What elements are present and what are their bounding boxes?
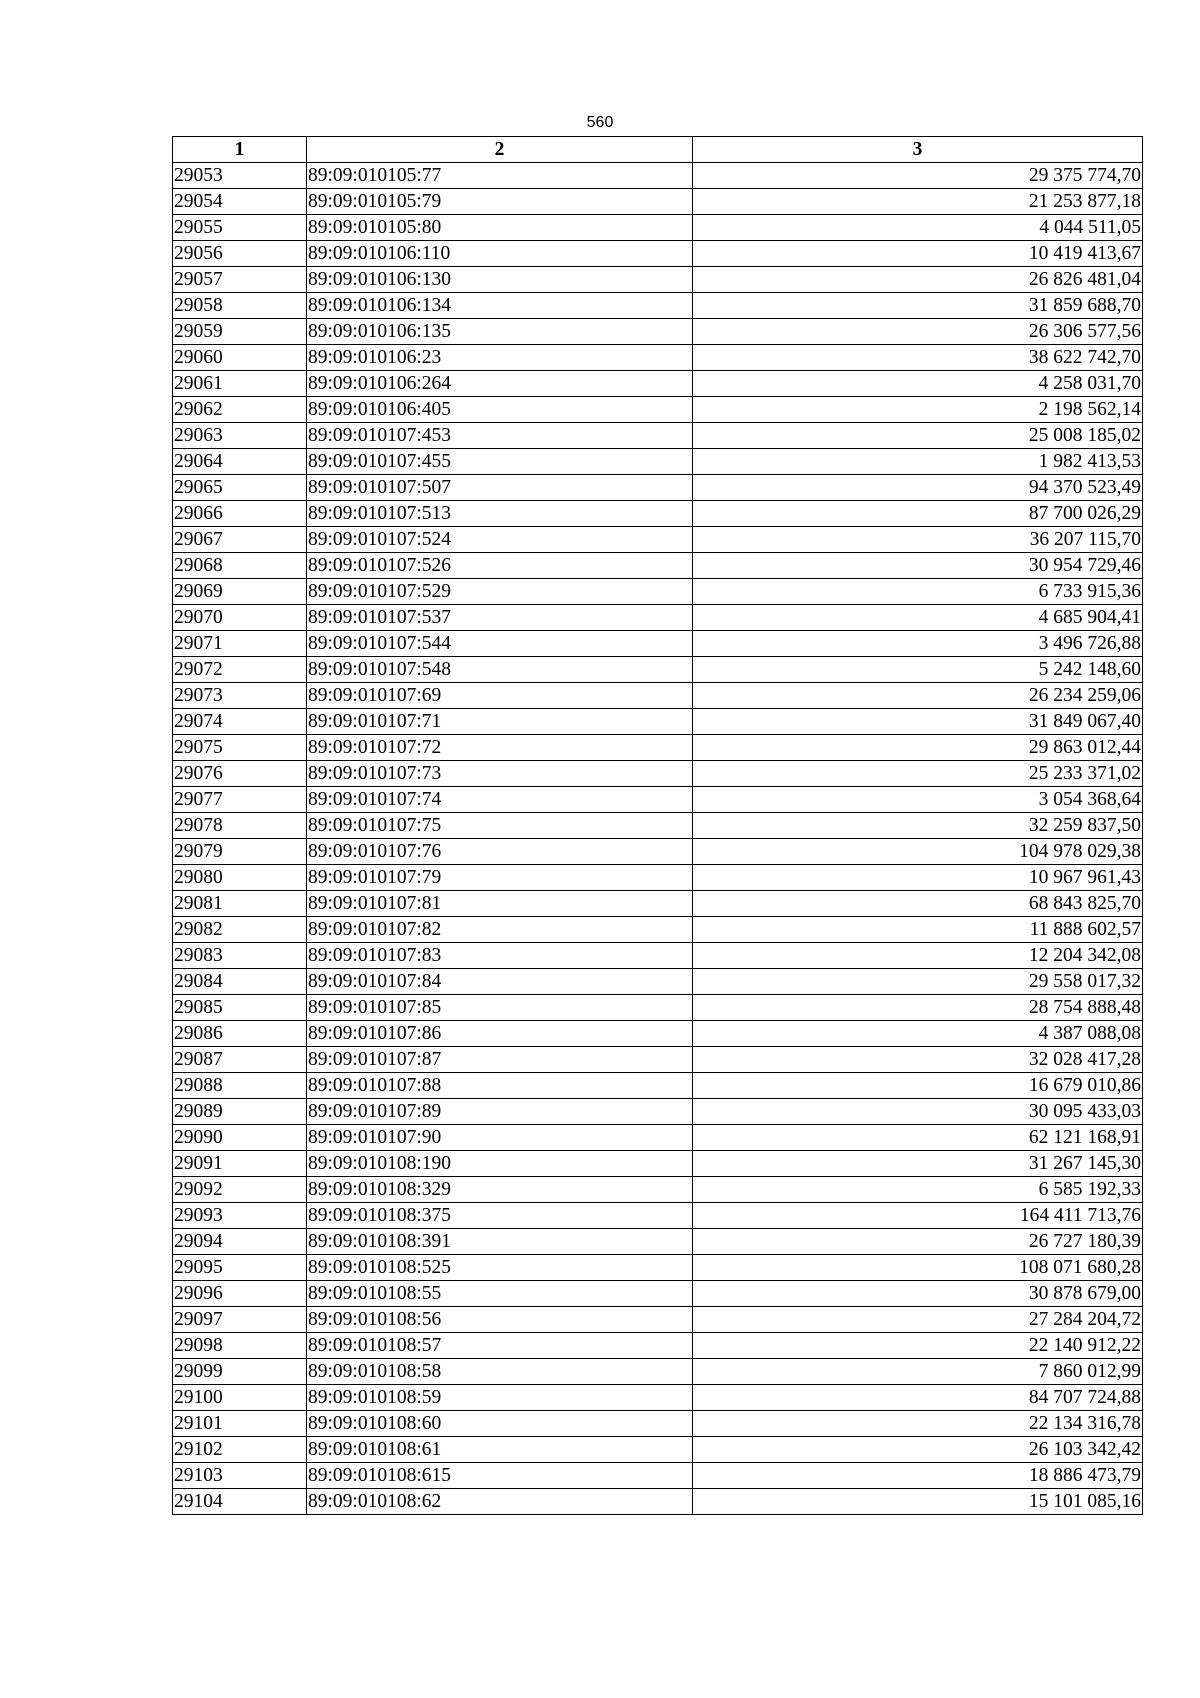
cadastral-value-cell: 30 095 433,03 [693,1099,1143,1125]
cadastral-value-cell: 29 375 774,70 [693,163,1143,189]
table-row [173,345,1143,371]
cadastral-value-cell: 15 101 085,16 [693,1489,1143,1515]
row-number-cell: 29097 [173,1307,307,1333]
cadastral-number-cell: 89:09:010108:525 [307,1255,693,1281]
table-row [173,1437,1143,1463]
cadastral-number-cell: 89:09:010108:57 [307,1333,693,1359]
row-number-cell: 29095 [173,1255,307,1281]
cadastral-number-cell: 89:09:010107:76 [307,839,693,865]
cadastral-number-cell: 89:09:010107:72 [307,735,693,761]
table-row [173,1229,1143,1255]
cadastral-number-cell: 89:09:010106:110 [307,241,693,267]
row-number-cell: 29056 [173,241,307,267]
cadastral-value-cell: 104 978 029,38 [693,839,1143,865]
cadastral-number-cell: 89:09:010107:83 [307,943,693,969]
row-number-cell: 29067 [173,527,307,553]
cadastral-number-cell: 89:09:010106:130 [307,267,693,293]
table-row [173,1099,1143,1125]
cadastral-value-cell: 31 849 067,40 [693,709,1143,735]
cadastral-value-cell: 29 863 012,44 [693,735,1143,761]
cadastral-value-cell: 21 253 877,18 [693,189,1143,215]
row-number-cell: 29084 [173,969,307,995]
cadastral-value-cell: 31 859 688,70 [693,293,1143,319]
table-row [173,943,1143,969]
table-row [173,1125,1143,1151]
table-row [173,423,1143,449]
table-row [173,1151,1143,1177]
row-number-cell: 29065 [173,475,307,501]
cadastral-number-cell: 89:09:010106:134 [307,293,693,319]
row-number-cell: 29093 [173,1203,307,1229]
cadastral-value-cell: 1 982 413,53 [693,449,1143,475]
table-row [173,709,1143,735]
cadastral-value-cell: 18 886 473,79 [693,1463,1143,1489]
cadastral-number-cell: 89:09:010107:73 [307,761,693,787]
cadastral-value-cell: 5 242 148,60 [693,657,1143,683]
row-number-cell: 29054 [173,189,307,215]
row-number-cell: 29103 [173,1463,307,1489]
cadastral-value-cell: 22 134 316,78 [693,1411,1143,1437]
cadastral-value-cell: 94 370 523,49 [693,475,1143,501]
table-row [173,293,1143,319]
cadastral-number-cell: 89:09:010107:90 [307,1125,693,1151]
row-number-cell: 29071 [173,631,307,657]
row-number-cell: 29092 [173,1177,307,1203]
cadastral-number-cell: 89:09:010107:85 [307,995,693,1021]
cadastral-number-cell: 89:09:010107:82 [307,917,693,943]
cadastral-value-cell: 62 121 168,91 [693,1125,1143,1151]
row-number-cell: 29085 [173,995,307,1021]
cadastral-value-cell: 12 204 342,08 [693,943,1143,969]
row-number-cell: 29070 [173,605,307,631]
table-row [173,891,1143,917]
cadastral-value-cell: 26 234 259,06 [693,683,1143,709]
table-row [173,1021,1143,1047]
cadastral-value-cell: 32 028 417,28 [693,1047,1143,1073]
cadastral-number-cell: 89:09:010108:56 [307,1307,693,1333]
row-number-cell: 29076 [173,761,307,787]
cadastral-number-cell: 89:09:010108:329 [307,1177,693,1203]
row-number-cell: 29090 [173,1125,307,1151]
row-number-cell: 29102 [173,1437,307,1463]
row-number-cell: 29057 [173,267,307,293]
table-row [173,1333,1143,1359]
table-row [173,917,1143,943]
row-number-cell: 29060 [173,345,307,371]
cadastral-number-cell: 89:09:010106:23 [307,345,693,371]
cadastral-number-cell: 89:09:010107:84 [307,969,693,995]
cadastral-number-cell: 89:09:010108:375 [307,1203,693,1229]
row-number-cell: 29094 [173,1229,307,1255]
cadastral-number-cell: 89:09:010106:264 [307,371,693,397]
cadastral-number-cell: 89:09:010107:453 [307,423,693,449]
cadastral-number-cell: 89:09:010108:62 [307,1489,693,1515]
table-row [173,1073,1143,1099]
row-number-cell: 29081 [173,891,307,917]
cadastral-value-cell: 68 843 825,70 [693,891,1143,917]
row-number-cell: 29059 [173,319,307,345]
table-row [173,683,1143,709]
cadastral-value-cell: 10 967 961,43 [693,865,1143,891]
cadastral-value-cell: 11 888 602,57 [693,917,1143,943]
cadastral-value-cell: 26 727 180,39 [693,1229,1143,1255]
table-row [173,1255,1143,1281]
table-row [173,735,1143,761]
cadastral-number-cell: 89:09:010107:69 [307,683,693,709]
cadastral-number-cell: 89:09:010106:405 [307,397,693,423]
row-number-cell: 29062 [173,397,307,423]
table-row [173,657,1143,683]
table-row [173,1307,1143,1333]
table-row [173,501,1143,527]
column-header-number: 1 [173,137,307,163]
cadastral-value-cell: 7 860 012,99 [693,1359,1143,1385]
cadastral-value-cell: 25 008 185,02 [693,423,1143,449]
table-row [173,267,1143,293]
table-row [173,449,1143,475]
row-number-cell: 29074 [173,709,307,735]
table-row [173,1411,1143,1437]
cadastral-value-cell: 32 259 837,50 [693,813,1143,839]
cadastral-value-cell: 2 198 562,14 [693,397,1143,423]
table-row [173,1203,1143,1229]
cadastral-number-cell: 89:09:010108:55 [307,1281,693,1307]
table-row [173,1489,1143,1515]
cadastral-value-table [172,136,1143,1515]
cadastral-number-cell: 89:09:010108:391 [307,1229,693,1255]
cadastral-number-cell: 89:09:010107:87 [307,1047,693,1073]
table-header-row [173,137,1143,163]
cadastral-number-cell: 89:09:010107:455 [307,449,693,475]
cadastral-value-cell: 38 622 742,70 [693,345,1143,371]
cadastral-value-cell: 10 419 413,67 [693,241,1143,267]
cadastral-value-cell: 28 754 888,48 [693,995,1143,1021]
table-body [173,163,1143,1515]
cadastral-number-cell: 89:09:010107:86 [307,1021,693,1047]
cadastral-value-cell: 30 954 729,46 [693,553,1143,579]
cadastral-number-cell: 89:09:010107:544 [307,631,693,657]
cadastral-number-cell: 89:09:010107:71 [307,709,693,735]
cadastral-number-cell: 89:09:010107:524 [307,527,693,553]
cadastral-value-cell: 30 878 679,00 [693,1281,1143,1307]
cadastral-value-cell: 6 733 915,36 [693,579,1143,605]
cadastral-value-cell: 26 103 342,42 [693,1437,1143,1463]
cadastral-value-cell: 4 044 511,05 [693,215,1143,241]
row-number-cell: 29101 [173,1411,307,1437]
cadastral-value-cell: 29 558 017,32 [693,969,1143,995]
table-row [173,1047,1143,1073]
cadastral-number-cell: 89:09:010108:615 [307,1463,693,1489]
row-number-cell: 29083 [173,943,307,969]
row-number-cell: 29089 [173,1099,307,1125]
cadastral-number-cell: 89:09:010108:60 [307,1411,693,1437]
row-number-cell: 29075 [173,735,307,761]
cadastral-value-cell: 87 700 026,29 [693,501,1143,527]
row-number-cell: 29091 [173,1151,307,1177]
row-number-cell: 29086 [173,1021,307,1047]
row-number-cell: 29077 [173,787,307,813]
cadastral-number-cell: 89:09:010107:81 [307,891,693,917]
row-number-cell: 29066 [173,501,307,527]
cadastral-number-cell: 89:09:010107:526 [307,553,693,579]
table-row [173,475,1143,501]
cadastral-number-cell: 89:09:010107:79 [307,865,693,891]
cadastral-value-cell: 36 207 115,70 [693,527,1143,553]
cadastral-value-cell: 3 496 726,88 [693,631,1143,657]
table-row [173,1463,1143,1489]
table-row [173,319,1143,345]
cadastral-number-cell: 89:09:010105:80 [307,215,693,241]
table-row [173,995,1143,1021]
cadastral-value-cell: 26 306 577,56 [693,319,1143,345]
table-row [173,969,1143,995]
row-number-cell: 29073 [173,683,307,709]
cadastral-number-cell: 89:09:010107:548 [307,657,693,683]
row-number-cell: 29055 [173,215,307,241]
cadastral-value-cell: 27 284 204,72 [693,1307,1143,1333]
row-number-cell: 29079 [173,839,307,865]
table-row [173,1385,1143,1411]
row-number-cell: 29080 [173,865,307,891]
row-number-cell: 29087 [173,1047,307,1073]
row-number-cell: 29082 [173,917,307,943]
table-row [173,527,1143,553]
table-row [173,579,1143,605]
cadastral-number-cell: 89:09:010105:77 [307,163,693,189]
cadastral-value-cell: 108 071 680,28 [693,1255,1143,1281]
cadastral-number-cell: 89:09:010105:79 [307,189,693,215]
table-row [173,865,1143,891]
row-number-cell: 29064 [173,449,307,475]
cadastral-number-cell: 89:09:010108:61 [307,1437,693,1463]
row-number-cell: 29099 [173,1359,307,1385]
cadastral-value-cell: 26 826 481,04 [693,267,1143,293]
table-row [173,371,1143,397]
table-row [173,163,1143,189]
row-number-cell: 29104 [173,1489,307,1515]
row-number-cell: 29098 [173,1333,307,1359]
cadastral-value-cell: 6 585 192,33 [693,1177,1143,1203]
cadastral-number-cell: 89:09:010107:507 [307,475,693,501]
cadastral-value-cell: 84 707 724,88 [693,1385,1143,1411]
column-header-cadastral-number: 2 [307,137,693,163]
row-number-cell: 29068 [173,553,307,579]
table-row [173,1177,1143,1203]
table-row [173,761,1143,787]
cadastral-value-cell: 25 233 371,02 [693,761,1143,787]
cadastral-value-cell: 3 054 368,64 [693,787,1143,813]
cadastral-value-cell: 4 258 031,70 [693,371,1143,397]
cadastral-value-cell: 4 387 088,08 [693,1021,1143,1047]
cadastral-number-cell: 89:09:010107:513 [307,501,693,527]
row-number-cell: 29096 [173,1281,307,1307]
table-row [173,787,1143,813]
table-row [173,1359,1143,1385]
table-row [173,397,1143,423]
table-row [173,605,1143,631]
row-number-cell: 29053 [173,163,307,189]
cadastral-number-cell: 89:09:010107:75 [307,813,693,839]
cadastral-number-cell: 89:09:010107:74 [307,787,693,813]
table-row [173,839,1143,865]
row-number-cell: 29058 [173,293,307,319]
cadastral-number-cell: 89:09:010107:88 [307,1073,693,1099]
cadastral-number-cell: 89:09:010107:89 [307,1099,693,1125]
row-number-cell: 29078 [173,813,307,839]
table-row [173,631,1143,657]
cadastral-value-cell: 164 411 713,76 [693,1203,1143,1229]
row-number-cell: 29069 [173,579,307,605]
table-row [173,215,1143,241]
table-row [173,189,1143,215]
cadastral-value-cell: 22 140 912,22 [693,1333,1143,1359]
cadastral-number-cell: 89:09:010108:190 [307,1151,693,1177]
cadastral-number-cell: 89:09:010106:135 [307,319,693,345]
column-header-value: 3 [693,137,1143,163]
page-number: 560 [586,114,614,131]
table-row [173,1281,1143,1307]
row-number-cell: 29061 [173,371,307,397]
cadastral-number-cell: 89:09:010107:537 [307,605,693,631]
cadastral-value-cell: 16 679 010,86 [693,1073,1143,1099]
table-row [173,553,1143,579]
table-row [173,241,1143,267]
cadastral-number-cell: 89:09:010108:59 [307,1385,693,1411]
cadastral-number-cell: 89:09:010108:58 [307,1359,693,1385]
row-number-cell: 29072 [173,657,307,683]
row-number-cell: 29063 [173,423,307,449]
table-row [173,813,1143,839]
cadastral-number-cell: 89:09:010107:529 [307,579,693,605]
row-number-cell: 29088 [173,1073,307,1099]
cadastral-value-cell: 4 685 904,41 [693,605,1143,631]
row-number-cell: 29100 [173,1385,307,1411]
cadastral-value-cell: 31 267 145,30 [693,1151,1143,1177]
